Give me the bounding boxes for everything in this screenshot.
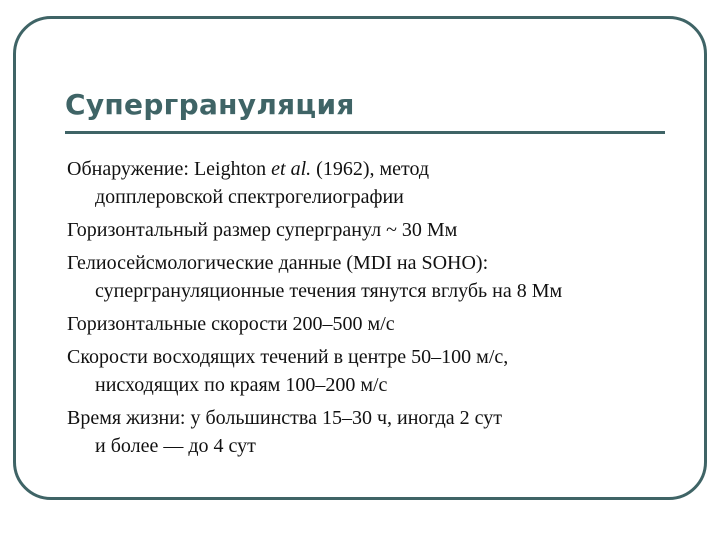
title-underline (65, 131, 665, 134)
list-item-vertical-speed (67, 343, 677, 399)
list-item-size (67, 216, 677, 244)
slide-title: Супергрануляция (65, 88, 355, 121)
item-text: Горизонтальные скорости 200–500 м/с (67, 313, 395, 335)
item-text-continued: допплеровской спектрогелиографии (95, 186, 404, 208)
item-text-continued: и более — до 4 сут (95, 435, 256, 457)
bullet-list (67, 155, 677, 465)
item-text-continued: супергрануляционные течения тянутся вглубь на 8 Мм (95, 280, 563, 302)
item-text: Горизонтальный размер супергранул ~ 30 Мм (67, 219, 458, 241)
item-text: Гелиосейсмологические данные (MDI на SOHO): (67, 252, 489, 274)
list-item-helioseismology (67, 249, 677, 305)
item-text: Обнаружение: Leighton (67, 158, 272, 180)
item-text: Время жизни: у большинства 15–30 ч, иногда 2 сут (67, 407, 503, 429)
list-item-discovery (67, 155, 677, 211)
item-text: (1962), метод (311, 158, 430, 180)
item-text: Скорости восходящих течений в центре 50–100 м/с, (67, 346, 509, 368)
list-item-horizontal-speed (67, 310, 677, 338)
item-text-continued: нисходящих по краям 100–200 м/с (95, 374, 388, 396)
item-text-italic: et al. (271, 158, 312, 180)
list-item-lifetime (67, 404, 677, 460)
